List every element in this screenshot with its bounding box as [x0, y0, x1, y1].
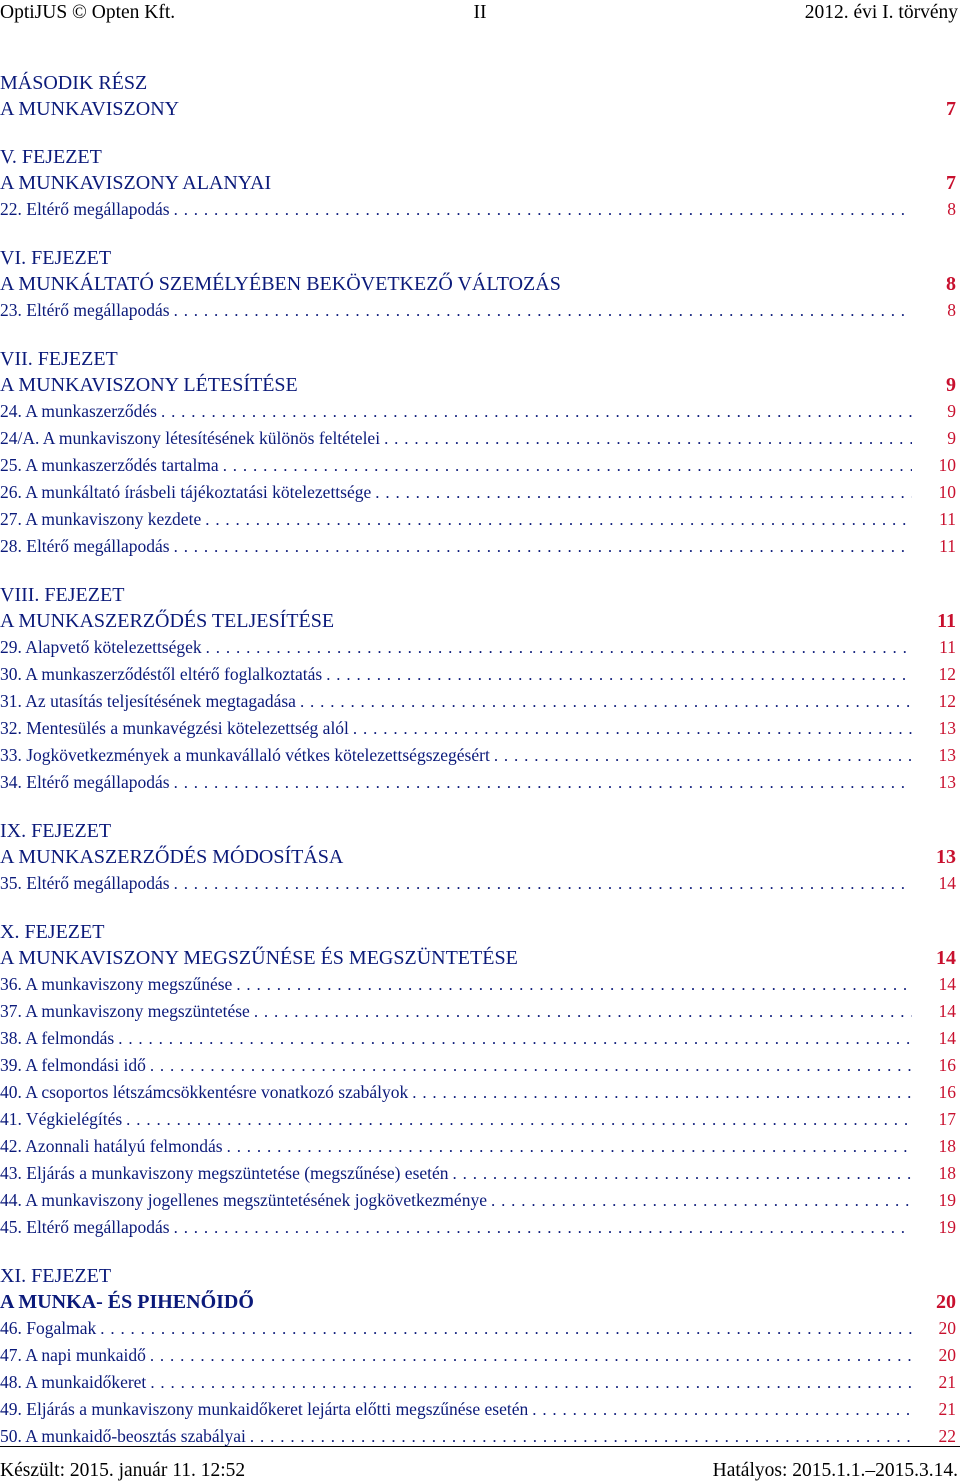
dot-leader [412, 1080, 912, 1106]
chapter-title: A MUNKASZERZŐDÉS TELJESÍTÉSE [0, 610, 335, 632]
toc-entry[interactable] [0, 1396, 956, 1423]
dot-leader [491, 1188, 912, 1214]
toc-entry-label: 32. Mentesülés a munkavégzési kötelezettség alól [0, 718, 349, 738]
dot-leader [174, 770, 912, 796]
toc-entry-page-number: 20 [938, 1318, 956, 1338]
dot-leader [100, 1316, 912, 1342]
dot-leader [326, 662, 912, 688]
toc-entry[interactable] [0, 742, 956, 769]
toc-entry[interactable] [0, 1187, 956, 1214]
toc-entry-label: 37. A munkaviszony megszüntetése [0, 1001, 250, 1021]
toc-entry[interactable] [0, 1133, 956, 1160]
chapter-title-row[interactable] [0, 608, 956, 634]
dot-leader [227, 1134, 912, 1160]
chapter-page-number: 14 [936, 947, 956, 969]
toc-entry[interactable] [0, 769, 956, 796]
chapter-title-row[interactable] [0, 170, 956, 196]
toc-entry[interactable] [0, 425, 956, 452]
toc-entry[interactable] [0, 1342, 956, 1369]
toc-entry-label: 44. A munkaviszony jogellenes megszüntetésének jogkövetkezménye [0, 1190, 487, 1210]
chapter-title: A MUNKA- ÉS PIHENŐIDŐ [0, 1291, 254, 1313]
dot-leader [174, 197, 912, 223]
toc-entry-label: 49. Eljárás a munkaviszony munkaidőkeret lejárta előtti megszűnése esetén [0, 1399, 529, 1419]
toc-entry-page-number: 13 [938, 772, 956, 792]
dot-leader [174, 534, 912, 560]
chapter-page-number: 20 [936, 1291, 956, 1313]
dot-leader [300, 689, 912, 715]
chapter-title: A MUNKAVISZONY MEGSZŰNÉSE ÉS MEGSZÜNTETÉSE [0, 947, 518, 969]
toc-entry-label: 41. Végkielégítés [0, 1109, 123, 1129]
toc-entry-page-number: 14 [938, 873, 956, 893]
dot-leader [174, 298, 912, 324]
footer-divider [0, 1446, 960, 1447]
chapter-title-row[interactable] [0, 844, 956, 870]
toc-entry-page-number: 16 [938, 1055, 956, 1075]
toc-entry-label: 23. Eltérő megállapodás [0, 300, 170, 320]
chapter-title: A MUNKÁLTATÓ SZEMÉLYÉBEN BEKÖVETKEZŐ VÁLTOZÁS [0, 273, 561, 295]
toc-entry-page-number: 20 [938, 1345, 956, 1365]
toc-entry[interactable] [0, 398, 956, 425]
toc-chapter [0, 1263, 956, 1450]
toc-entry[interactable] [0, 1369, 956, 1396]
toc-entry[interactable] [0, 506, 956, 533]
toc-entry-page-number: 19 [938, 1217, 956, 1237]
toc-entry-page-number: 19 [938, 1190, 956, 1210]
toc-entry-page-number: 14 [938, 1001, 956, 1021]
toc-entry-page-number: 13 [938, 745, 956, 765]
toc-entry-page-number: 8 [947, 199, 956, 219]
chapter-page-number: 9 [946, 374, 956, 396]
toc-entry[interactable] [0, 1025, 956, 1052]
toc-entry-label: 47. A napi munkaidő [0, 1345, 146, 1365]
toc-entry-page-number: 17 [938, 1109, 956, 1129]
toc-entry[interactable] [0, 1106, 956, 1133]
chapter-heading[interactable]: IX. FEJEZET [0, 820, 112, 842]
toc-entry-label: 25. A munkaszerződés tartalma [0, 455, 219, 475]
dot-leader [174, 1215, 912, 1241]
toc-chapter [0, 346, 956, 560]
table-of-contents [0, 70, 956, 1472]
chapter-title-row[interactable] [0, 372, 956, 398]
toc-entry-page-number: 9 [947, 428, 956, 448]
chapter-heading[interactable]: XI. FEJEZET [0, 1265, 112, 1287]
toc-entry-page-number: 18 [938, 1163, 956, 1183]
part-title-row[interactable] [0, 96, 956, 122]
chapter-title: A MUNKAVISZONY LÉTESÍTÉSE [0, 374, 298, 396]
toc-entry[interactable] [0, 297, 956, 324]
toc-entry-label: 48. A munkaidőkeret [0, 1372, 147, 1392]
toc-entry-page-number: 14 [938, 974, 956, 994]
dot-leader [205, 507, 912, 533]
chapter-title-row[interactable] [0, 945, 956, 971]
toc-entry-label: 22. Eltérő megállapodás [0, 199, 170, 219]
toc-entry-page-number: 12 [938, 664, 956, 684]
toc-entry-page-number: 22 [938, 1426, 956, 1446]
toc-entry-label: 30. A munkaszerződéstől eltérő foglalkoztatás [0, 664, 323, 684]
header-page-number: II [473, 2, 487, 23]
part-heading[interactable]: MÁSODIK RÉSZ [0, 72, 148, 94]
toc-entry-page-number: 21 [938, 1399, 956, 1419]
dot-leader [150, 1370, 912, 1396]
chapter-title: A MUNKAVISZONY ALANYAI [0, 172, 272, 194]
toc-entry[interactable] [0, 1214, 956, 1241]
toc-entry-label: 33. Jogkövetkezmények a munkavállaló vétkes kötelezettségszegésért [0, 745, 490, 765]
toc-part [0, 70, 956, 122]
chapter-page-number: 13 [936, 846, 956, 868]
chapter-title-row[interactable] [0, 1289, 956, 1315]
page-header [0, 0, 960, 28]
toc-entry-label: 40. A csoportos létszámcsökkentésre vonatkozó szabályok [0, 1082, 409, 1102]
chapter-heading[interactable]: VI. FEJEZET [0, 247, 112, 269]
toc-entry-label: 42. Azonnali hatályú felmondás [0, 1136, 223, 1156]
toc-chapter [0, 919, 956, 1241]
toc-entry-label: 43. Eljárás a munkaviszony megszüntetése (megszűnése) esetén [0, 1163, 449, 1183]
toc-entry-page-number: 12 [938, 691, 956, 711]
dot-leader [126, 1107, 912, 1133]
footer-created: Készült: 2015. január 11. 12:52 [0, 1460, 246, 1481]
toc-chapter [0, 245, 956, 324]
chapter-heading[interactable]: X. FEJEZET [0, 921, 105, 943]
dot-leader [118, 1026, 912, 1052]
toc-entry-page-number: 14 [938, 1028, 956, 1048]
toc-entry-label: 46. Fogalmak [0, 1318, 97, 1338]
chapter-title: A MUNKASZERZŐDÉS MÓDOSÍTÁSA [0, 846, 344, 868]
toc-entry[interactable] [0, 1079, 956, 1106]
dot-leader [174, 871, 912, 897]
chapter-heading[interactable]: V. FEJEZET [0, 146, 102, 168]
toc-entry[interactable] [0, 688, 956, 715]
toc-entry-page-number: 11 [939, 509, 956, 529]
toc-entry-page-number: 11 [939, 637, 956, 657]
chapter-page-number: 11 [937, 610, 956, 632]
dot-leader [532, 1397, 912, 1423]
toc-entry-page-number: 21 [938, 1372, 956, 1392]
toc-entry-label: 34. Eltérő megállapodás [0, 772, 170, 792]
toc-entry-label: 24/A. A munkaviszony létesítésének különös feltételei [0, 428, 381, 448]
part-page-number: 7 [946, 98, 956, 120]
toc-entry-page-number: 18 [938, 1136, 956, 1156]
toc-chapter [0, 818, 956, 897]
toc-entry-page-number: 10 [938, 455, 956, 475]
dot-leader [254, 999, 912, 1025]
header-law-title: 2012. évi I. törvény [804, 2, 958, 23]
dot-leader [384, 426, 912, 452]
toc-entry[interactable] [0, 196, 956, 223]
toc-chapter [0, 144, 956, 223]
dot-leader [494, 743, 912, 769]
toc-entry-page-number: 16 [938, 1082, 956, 1102]
dot-leader [375, 480, 912, 506]
toc-entry-label: 28. Eltérő megállapodás [0, 536, 170, 556]
toc-entry[interactable] [0, 971, 956, 998]
toc-entry-label: 31. Az utasítás teljesítésének megtagadása [0, 691, 296, 711]
chapter-page-number: 8 [946, 273, 956, 295]
toc-entry-label: 38. A felmondás [0, 1028, 115, 1048]
toc-entry-page-number: 13 [938, 718, 956, 738]
toc-entry-label: 35. Eltérő megállapodás [0, 873, 170, 893]
toc-entry[interactable] [0, 661, 956, 688]
toc-entry[interactable] [0, 1315, 956, 1342]
toc-entry-label: 29. Alapvető kötelezettségek [0, 637, 202, 657]
toc-entry[interactable] [0, 479, 956, 506]
toc-entry-page-number: 11 [939, 536, 956, 556]
dot-leader [206, 635, 912, 661]
toc-entry-label: 26. A munkáltató írásbeli tájékoztatási kötelezettsége [0, 482, 372, 502]
toc-entry[interactable] [0, 998, 956, 1025]
toc-entry[interactable] [0, 452, 956, 479]
dot-leader [453, 1161, 912, 1187]
toc-entry-label: 45. Eltérő megállapodás [0, 1217, 170, 1237]
toc-entry-label: 24. A munkaszerződés [0, 401, 157, 421]
toc-entry[interactable] [0, 634, 956, 661]
toc-entry-page-number: 9 [947, 401, 956, 421]
toc-entry[interactable] [0, 533, 956, 560]
chapter-title-row[interactable] [0, 271, 956, 297]
toc-entry[interactable] [0, 1160, 956, 1187]
footer-effective: Hatályos: 2015.1.1.–2015.3.14. [712, 1460, 958, 1481]
chapter-heading[interactable]: VII. FEJEZET [0, 348, 118, 370]
header-publisher: OptiJUS © Opten Kft. [0, 2, 176, 23]
toc-entry-label: 39. A felmondási idő [0, 1055, 146, 1075]
toc-entry-label: 36. A munkaviszony megszűnése [0, 974, 233, 994]
dot-leader [353, 716, 912, 742]
dot-leader [150, 1343, 912, 1369]
toc-entry-label: 50. A munkaidő-beosztás szabályai [0, 1426, 246, 1446]
toc-chapter [0, 582, 956, 796]
chapter-page-number: 7 [946, 172, 956, 194]
dot-leader [161, 399, 912, 425]
toc-entry-page-number: 10 [938, 482, 956, 502]
toc-entry[interactable] [0, 715, 956, 742]
toc-entry-label: 27. A munkaviszony kezdete [0, 509, 202, 529]
dot-leader [150, 1053, 912, 1079]
part-title: A MUNKAVISZONY [0, 98, 180, 120]
dot-leader [236, 972, 912, 998]
chapter-list [0, 144, 956, 1450]
chapter-heading[interactable]: VIII. FEJEZET [0, 584, 125, 606]
toc-entry-page-number: 8 [947, 300, 956, 320]
dot-leader [223, 453, 912, 479]
toc-entry[interactable] [0, 870, 956, 897]
toc-entry[interactable] [0, 1052, 956, 1079]
